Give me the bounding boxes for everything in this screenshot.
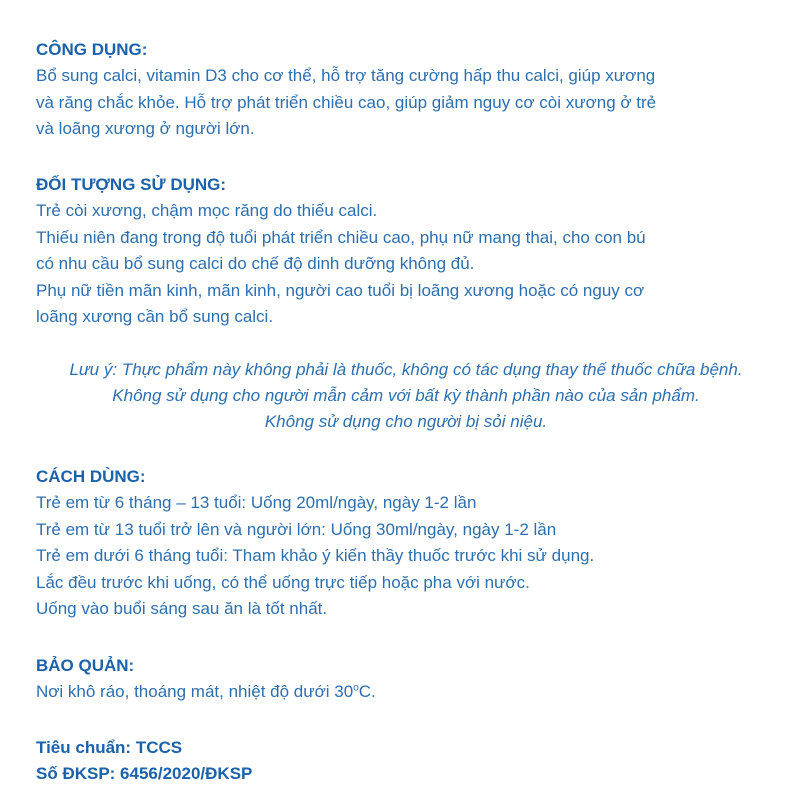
cong-dung-line: và răng chắc khỏe. Hỗ trợ phát triển chiều cao, giúp giảm nguy cơ còi xương ở trẻ (36, 92, 657, 112)
cong-dung-section (36, 37, 776, 143)
so-dksp-text: Số ĐKSP: 6456/2020/ĐKSP (36, 764, 253, 783)
footer-section (36, 735, 776, 787)
cach-dung-line: Trẻ em từ 13 tuổi trở lên và người lớn: Uống 30ml/ngày, ngày 1-2 lần (36, 519, 557, 539)
cach-dung-line: Lắc đều trước khi uống, có thể uống trực tiếp hoặc pha với nước. (36, 572, 530, 592)
doi-tuong-line: có nhu cầu bổ sung calci do chế độ dinh dưỡng không đủ. (36, 254, 475, 273)
cach-dung-heading: CÁCH DÙNG: (36, 467, 146, 486)
cong-dung-heading: CÔNG DỤNG: (36, 40, 148, 59)
bao-quan-unit: C. (358, 682, 376, 701)
doi-tuong-line: loãng xương cần bổ sung calci. (36, 307, 274, 326)
cach-dung-line: Trẻ em dưới 6 tháng tuổi: Tham khảo ý kiến thầy thuốc trước khi sử dụng. (36, 546, 595, 565)
doi-tuong-line: Trẻ còi xương, chậm mọc răng do thiếu calci. (36, 201, 378, 220)
cach-dung-section (36, 464, 776, 623)
doi-tuong-section (36, 172, 776, 331)
bao-quan-heading: BẢO QUẢN: (36, 656, 135, 675)
bao-quan-text: Nơi khô ráo, thoáng mát, nhiệt độ dưới 30 (36, 682, 354, 701)
cong-dung-line: và loãng xương ở người lớn. (36, 119, 255, 138)
cong-dung-line: Bổ sung calci, vitamin D3 cho cơ thể, hỗ trợ tăng cường hấp thu calci, giúp xương (36, 66, 656, 85)
doi-tuong-heading: ĐỐI TƯỢNG SỬ DỤNG: (36, 175, 227, 194)
luu-y-line: Lưu ý: Thực phẩm này không phải là thuốc, không có tác dụng thay thế thuốc chữa bệnh. (69, 360, 743, 379)
bao-quan-section (36, 653, 776, 706)
luu-y-line: Không sử dụng cho người bị sỏi niệu. (264, 412, 548, 431)
cach-dung-line: Uống vào buổi sáng sau ăn là tốt nhất. (36, 599, 328, 618)
tieu-chuan-text: Tiêu chuẩn: TCCS (36, 738, 183, 757)
doi-tuong-line: Phụ nữ tiền mãn kinh, mãn kinh, người cao tuổi bị loãng xương hoặc có nguy cơ (36, 280, 645, 300)
cach-dung-line: Trẻ em từ 6 tháng – 13 tuổi: Uống 20ml/ngày, ngày 1-2 lần (36, 493, 477, 512)
bao-quan-line (36, 679, 776, 706)
doi-tuong-line: Thiếu niên đang trong độ tuổi phát triển chiều cao, phụ nữ mang thai, cho con bú (36, 227, 646, 247)
luu-y-note (36, 357, 776, 435)
luu-y-line: Không sử dụng cho người mẫn cảm với bất kỳ thành phần nào của sản phẩm. (112, 386, 700, 405)
degree-mark: o (353, 682, 359, 694)
